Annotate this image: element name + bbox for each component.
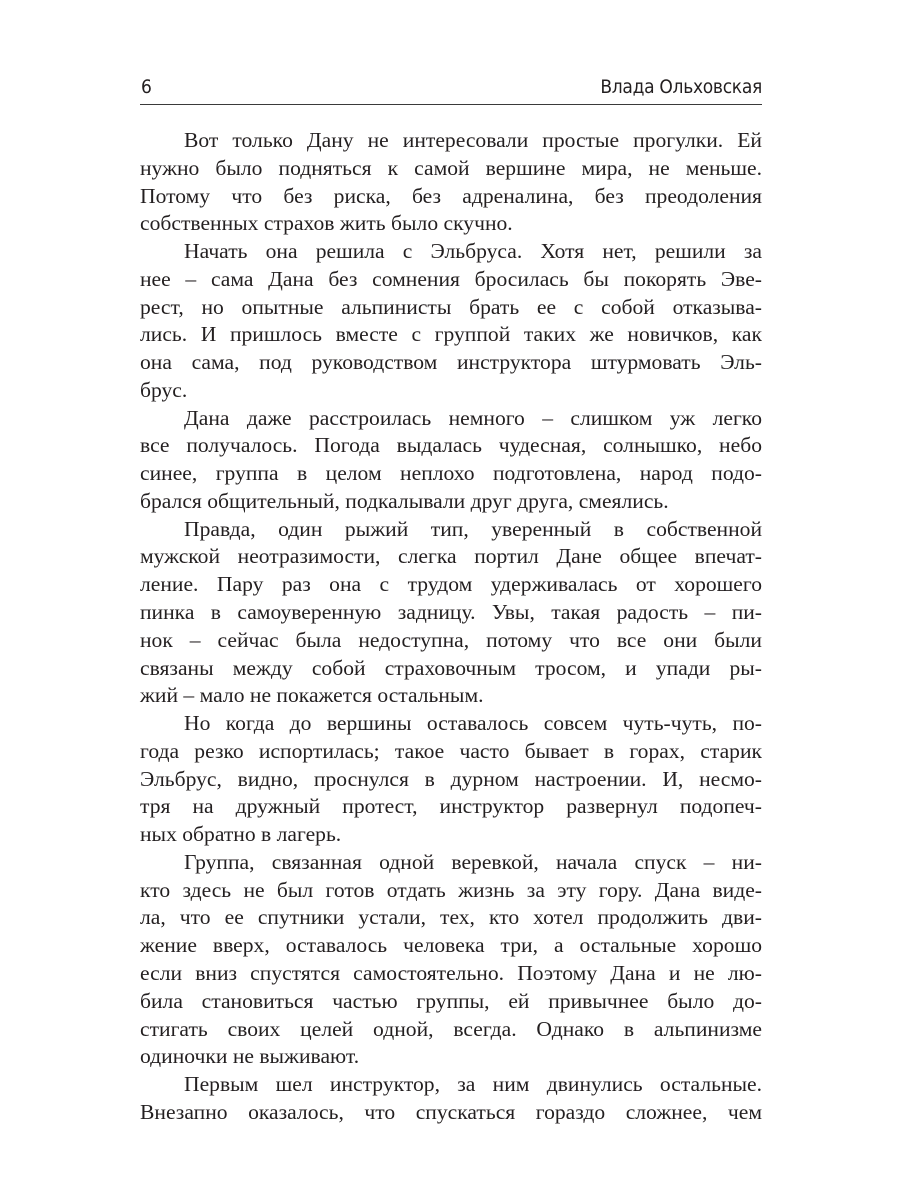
text-line: ных обратно в лагерь. (140, 822, 342, 847)
text-line: била становиться частью группы, ей привычнее было до- (140, 988, 762, 1013)
text-line: если вниз спустятся самостоятельно. Поэтому Дана и не лю- (140, 960, 762, 985)
paragraph (140, 238, 762, 405)
text-line: Эльбрус, видно, проснулся в дурном настроении. И, несмо- (140, 766, 762, 791)
page-number: 6 (141, 76, 152, 98)
text-line: она сама, под руководством инструктора штурмовать Эль- (140, 350, 762, 375)
paragraph (140, 516, 762, 710)
text-line: жий – мало не покажется остальным. (140, 683, 484, 708)
text-line: рест, но опытные альпинисты брать ее с собой отказыва- (140, 294, 762, 319)
text-line: лись. И пришлось вместе с группой таких же новичков, как (140, 322, 762, 347)
text-line: тря на дружный протест, инструктор развернул подопеч- (140, 794, 762, 819)
paragraph (140, 405, 762, 516)
text-line: ла, что ее спутники устали, тех, кто хотел продолжить дви- (140, 905, 762, 930)
text-line: все получалось. Погода выдалась чудесная, солнышко, небо (140, 433, 762, 458)
running-header (140, 74, 762, 105)
author-name: Влада Ольховская (600, 76, 762, 98)
paragraph (140, 849, 762, 1071)
text-line: жение вверх, оставалось человека три, а остальные хорошо (140, 933, 762, 958)
text-line: кто здесь не был готов отдать жизнь за эту гору. Дана виде- (140, 877, 762, 902)
text-line: Дана даже расстроилась немного – слишком уж легко (184, 405, 762, 430)
text-line: Правда, один рыжий тип, уверенный в собственной (184, 516, 762, 541)
text-line: мужской неотразимости, слегка портил Дане общее впечат- (140, 544, 762, 569)
text-line: брался общительный, подкалывали друг друга, смеялись. (140, 488, 669, 513)
paragraph (140, 1071, 762, 1127)
text-line: Начать она решила с Эльбруса. Хотя нет, решили за (184, 239, 762, 264)
text-line: Но когда до вершины оставалось совсем чуть-чуть, по- (184, 711, 762, 736)
text-line: пинка в самоуверенную задницу. Увы, такая радость – пи- (140, 600, 762, 625)
text-line: года резко испортилась; такое часто бывает в горах, старик (140, 738, 762, 763)
text-line: нее – сама Дана без сомнения бросилась бы покорять Эве- (140, 266, 762, 291)
text-line: ление. Пару раз она с трудом удерживалась от хорошего (140, 572, 762, 597)
text-line: брус. (140, 377, 188, 402)
text-line: стигать своих целей одной, всегда. Однако в альпинизме (140, 1016, 762, 1041)
text-line: связаны между собой страховочным тросом, и упади ры- (140, 655, 762, 680)
text-line: Группа, связанная одной веревкой, начала спуск – ни- (184, 849, 762, 874)
text-line: собственных страхов жить было скучно. (140, 211, 513, 236)
text-line: синее, группа в целом неплохо подготовлена, народ подо- (140, 461, 762, 486)
text-line: Потому что без риска, без адреналина, без преодоления (140, 183, 762, 208)
paragraph (140, 710, 762, 849)
text-line: нок – сейчас была недоступна, потому что все они были (140, 627, 762, 652)
text-line: Внезапно оказалось, что спускаться гораздо сложнее, чем (140, 1099, 762, 1124)
page-body-text (140, 127, 762, 1127)
text-line: одиночки не выживают. (140, 1044, 360, 1069)
text-line: нужно было подняться к самой вершине мира, не меньше. (140, 155, 762, 180)
text-line: Вот только Дану не интересовали простые прогулки. Ей (184, 128, 762, 152)
text-line: Первым шел инструктор, за ним двинулись остальные. (184, 1072, 762, 1097)
paragraph (140, 127, 762, 238)
